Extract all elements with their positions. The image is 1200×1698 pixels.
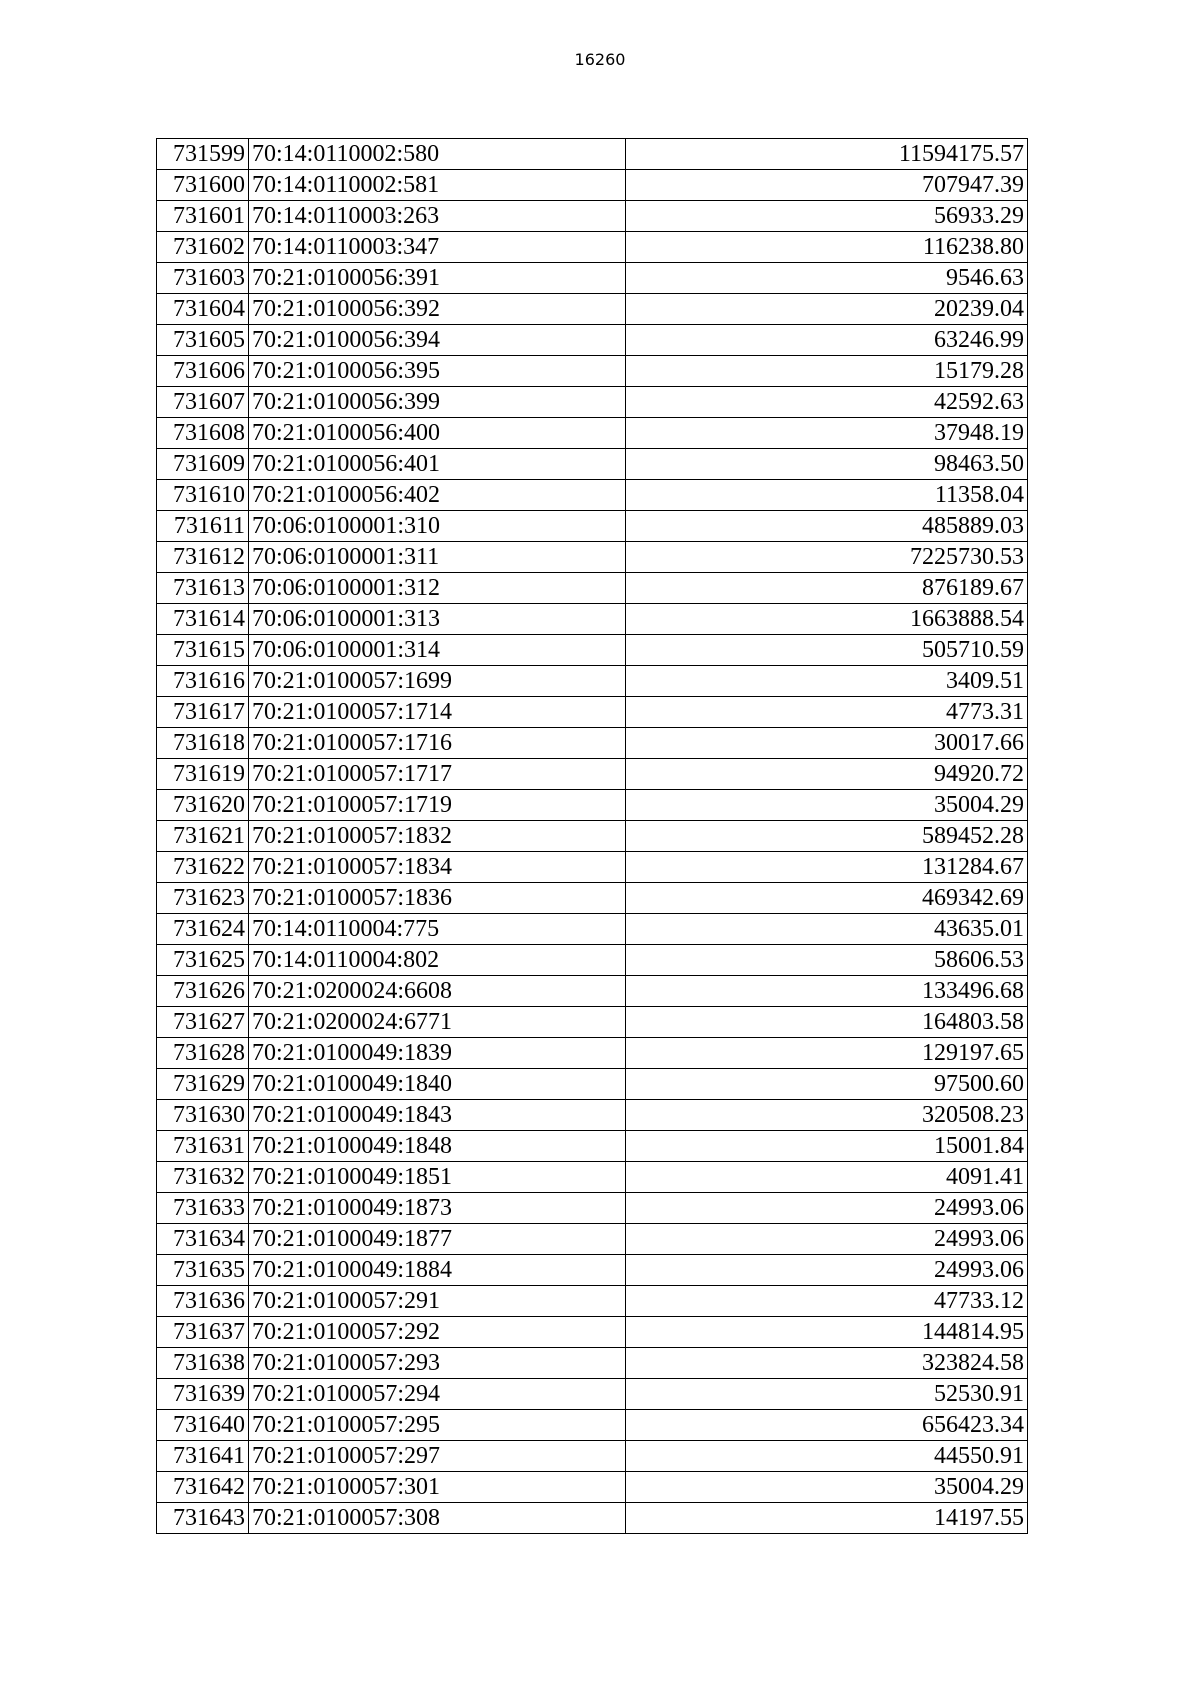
row-number-cell: 731611: [157, 511, 249, 542]
cadastral-value-cell: 20239.04: [626, 294, 1028, 325]
row-number-cell: 731630: [157, 1100, 249, 1131]
cadastral-number-cell: 70:21:0200024:6771: [249, 1007, 626, 1038]
table-row: [157, 1410, 1028, 1441]
cadastral-value-cell: 4773.31: [626, 697, 1028, 728]
table-row: [157, 511, 1028, 542]
row-number-cell: 731631: [157, 1131, 249, 1162]
table-row: [157, 914, 1028, 945]
row-number-cell: 731622: [157, 852, 249, 883]
row-number-cell: 731636: [157, 1286, 249, 1317]
cadastral-value-cell: 24993.06: [626, 1224, 1028, 1255]
table-row: [157, 418, 1028, 449]
cadastral-number-cell: 70:21:0100049:1873: [249, 1193, 626, 1224]
row-number-cell: 731600: [157, 170, 249, 201]
table-body: [157, 139, 1028, 1534]
table-row: [157, 573, 1028, 604]
cadastral-value-cell: 97500.60: [626, 1069, 1028, 1100]
cadastral-value-cell: 44550.91: [626, 1441, 1028, 1472]
row-number-cell: 731621: [157, 821, 249, 852]
table-row: [157, 728, 1028, 759]
cadastral-number-cell: 70:21:0100049:1877: [249, 1224, 626, 1255]
cadastral-value-cell: 3409.51: [626, 666, 1028, 697]
cadastral-value-cell: 707947.39: [626, 170, 1028, 201]
cadastral-number-cell: 70:21:0100049:1843: [249, 1100, 626, 1131]
cadastral-number-cell: 70:06:0100001:311: [249, 542, 626, 573]
cadastral-number-cell: 70:21:0100057:1717: [249, 759, 626, 790]
cadastral-number-cell: 70:21:0100056:399: [249, 387, 626, 418]
table-row: [157, 232, 1028, 263]
row-number-cell: 731615: [157, 635, 249, 666]
table-row: [157, 1441, 1028, 1472]
row-number-cell: 731618: [157, 728, 249, 759]
cadastral-number-cell: 70:14:0110004:802: [249, 945, 626, 976]
cadastral-number-cell: 70:21:0100049:1884: [249, 1255, 626, 1286]
table-row: [157, 263, 1028, 294]
cadastral-number-cell: 70:21:0100056:391: [249, 263, 626, 294]
cadastral-number-cell: 70:21:0100057:1836: [249, 883, 626, 914]
cadastral-number-cell: 70:21:0100049:1840: [249, 1069, 626, 1100]
cadastral-number-cell: 70:21:0100057:292: [249, 1317, 626, 1348]
row-number-cell: 731619: [157, 759, 249, 790]
cadastral-value-cell: 505710.59: [626, 635, 1028, 666]
table-row: [157, 1162, 1028, 1193]
row-number-cell: 731642: [157, 1472, 249, 1503]
table-row: [157, 387, 1028, 418]
cadastral-number-cell: 70:21:0100057:1719: [249, 790, 626, 821]
table-row: [157, 1379, 1028, 1410]
row-number-cell: 731626: [157, 976, 249, 1007]
table-row: [157, 325, 1028, 356]
table-row: [157, 1472, 1028, 1503]
table-row: [157, 852, 1028, 883]
row-number-cell: 731612: [157, 542, 249, 573]
cadastral-number-cell: 70:06:0100001:312: [249, 573, 626, 604]
cadastral-value-cell: 47733.12: [626, 1286, 1028, 1317]
row-number-cell: 731623: [157, 883, 249, 914]
cadastral-value-cell: 24993.06: [626, 1193, 1028, 1224]
cadastral-number-cell: 70:06:0100001:313: [249, 604, 626, 635]
row-number-cell: 731638: [157, 1348, 249, 1379]
cadastral-value-cell: 116238.80: [626, 232, 1028, 263]
row-number-cell: 731637: [157, 1317, 249, 1348]
row-number-cell: 731603: [157, 263, 249, 294]
cadastral-number-cell: 70:06:0100001:310: [249, 511, 626, 542]
cadastral-value-cell: 589452.28: [626, 821, 1028, 852]
table-row: [157, 356, 1028, 387]
cadastral-value-cell: 94920.72: [626, 759, 1028, 790]
table-row: [157, 883, 1028, 914]
cadastral-number-cell: 70:21:0100057:1699: [249, 666, 626, 697]
row-number-cell: 731604: [157, 294, 249, 325]
row-number-cell: 731609: [157, 449, 249, 480]
row-number-cell: 731617: [157, 697, 249, 728]
table-row: [157, 1317, 1028, 1348]
row-number-cell: 731634: [157, 1224, 249, 1255]
row-number-cell: 731641: [157, 1441, 249, 1472]
row-number-cell: 731629: [157, 1069, 249, 1100]
cadastral-number-cell: 70:21:0100049:1851: [249, 1162, 626, 1193]
cadastral-value-cell: 11594175.57: [626, 139, 1028, 170]
table-row: [157, 1348, 1028, 1379]
cadastral-number-cell: 70:21:0100057:1714: [249, 697, 626, 728]
cadastral-value-cell: 144814.95: [626, 1317, 1028, 1348]
row-number-cell: 731628: [157, 1038, 249, 1069]
row-number-cell: 731610: [157, 480, 249, 511]
row-number-cell: 731635: [157, 1255, 249, 1286]
cadastral-number-cell: 70:21:0100056:392: [249, 294, 626, 325]
cadastral-value-cell: 24993.06: [626, 1255, 1028, 1286]
table-row: [157, 697, 1028, 728]
table-row: [157, 604, 1028, 635]
table-row: [157, 1193, 1028, 1224]
cadastral-number-cell: 70:21:0100057:301: [249, 1472, 626, 1503]
row-number-cell: 731606: [157, 356, 249, 387]
row-number-cell: 731613: [157, 573, 249, 604]
cadastral-number-cell: 70:14:0110002:581: [249, 170, 626, 201]
row-number-cell: 731627: [157, 1007, 249, 1038]
cadastral-value-cell: 43635.01: [626, 914, 1028, 945]
cadastral-value-cell: 98463.50: [626, 449, 1028, 480]
table-row: [157, 1038, 1028, 1069]
table-row: [157, 1224, 1028, 1255]
cadastral-value-cell: 469342.69: [626, 883, 1028, 914]
row-number-cell: 731632: [157, 1162, 249, 1193]
cadastral-value-cell: 7225730.53: [626, 542, 1028, 573]
table-row: [157, 201, 1028, 232]
table-row: [157, 1286, 1028, 1317]
cadastral-number-cell: 70:14:0110003:263: [249, 201, 626, 232]
row-number-cell: 731620: [157, 790, 249, 821]
table-row: [157, 790, 1028, 821]
table-row: [157, 821, 1028, 852]
cadastral-value-cell: 131284.67: [626, 852, 1028, 883]
row-number-cell: 731640: [157, 1410, 249, 1441]
cadastral-value-cell: 37948.19: [626, 418, 1028, 449]
cadastral-value-cell: 14197.55: [626, 1503, 1028, 1534]
cadastral-value-cell: 876189.67: [626, 573, 1028, 604]
table-row: [157, 945, 1028, 976]
cadastral-number-cell: 70:14:0110003:347: [249, 232, 626, 263]
table-row: [157, 480, 1028, 511]
cadastral-number-cell: 70:21:0100049:1848: [249, 1131, 626, 1162]
cadastral-number-cell: 70:14:0110004:775: [249, 914, 626, 945]
table-row: [157, 1100, 1028, 1131]
cadastral-value-cell: 52530.91: [626, 1379, 1028, 1410]
cadastral-value-cell: 133496.68: [626, 976, 1028, 1007]
cadastral-value-cell: 129197.65: [626, 1038, 1028, 1069]
cadastral-value-table: [156, 138, 1028, 1534]
cadastral-number-cell: 70:21:0100049:1839: [249, 1038, 626, 1069]
table-row: [157, 170, 1028, 201]
table-row: [157, 635, 1028, 666]
table-row: [157, 294, 1028, 325]
cadastral-value-cell: 164803.58: [626, 1007, 1028, 1038]
row-number-cell: 731639: [157, 1379, 249, 1410]
cadastral-value-cell: 63246.99: [626, 325, 1028, 356]
row-number-cell: 731608: [157, 418, 249, 449]
cadastral-number-cell: 70:21:0100056:395: [249, 356, 626, 387]
cadastral-number-cell: 70:21:0100057:1832: [249, 821, 626, 852]
cadastral-number-cell: 70:21:0100056:402: [249, 480, 626, 511]
cadastral-number-cell: 70:14:0110002:580: [249, 139, 626, 170]
row-number-cell: 731616: [157, 666, 249, 697]
cadastral-number-cell: 70:21:0100057:1834: [249, 852, 626, 883]
table-row: [157, 1007, 1028, 1038]
row-number-cell: 731614: [157, 604, 249, 635]
cadastral-value-cell: 9546.63: [626, 263, 1028, 294]
table-row: [157, 139, 1028, 170]
cadastral-value-cell: 323824.58: [626, 1348, 1028, 1379]
cadastral-value-cell: 485889.03: [626, 511, 1028, 542]
table-row: [157, 759, 1028, 790]
row-number-cell: 731624: [157, 914, 249, 945]
row-number-cell: 731643: [157, 1503, 249, 1534]
cadastral-number-cell: 70:21:0100057:308: [249, 1503, 626, 1534]
row-number-cell: 731633: [157, 1193, 249, 1224]
row-number-cell: 731625: [157, 945, 249, 976]
row-number-cell: 731601: [157, 201, 249, 232]
cadastral-value-cell: 56933.29: [626, 201, 1028, 232]
row-number-cell: 731602: [157, 232, 249, 263]
table-row: [157, 976, 1028, 1007]
cadastral-value-cell: 320508.23: [626, 1100, 1028, 1131]
cadastral-value-cell: 35004.29: [626, 790, 1028, 821]
cadastral-number-cell: 70:21:0100057:295: [249, 1410, 626, 1441]
row-number-cell: 731599: [157, 139, 249, 170]
table-row: [157, 1131, 1028, 1162]
table-row: [157, 1255, 1028, 1286]
cadastral-number-cell: 70:21:0100057:1716: [249, 728, 626, 759]
row-number-cell: 731607: [157, 387, 249, 418]
cadastral-value-cell: 15001.84: [626, 1131, 1028, 1162]
cadastral-value-cell: 15179.28: [626, 356, 1028, 387]
row-number-cell: 731605: [157, 325, 249, 356]
cadastral-number-cell: 70:21:0200024:6608: [249, 976, 626, 1007]
cadastral-value-cell: 4091.41: [626, 1162, 1028, 1193]
cadastral-value-cell: 11358.04: [626, 480, 1028, 511]
cadastral-number-cell: 70:21:0100057:293: [249, 1348, 626, 1379]
cadastral-number-cell: 70:21:0100056:400: [249, 418, 626, 449]
table-row: [157, 1069, 1028, 1100]
page-number: 16260: [574, 50, 626, 69]
cadastral-value-cell: 42592.63: [626, 387, 1028, 418]
table-row: [157, 1503, 1028, 1534]
table-row: [157, 666, 1028, 697]
cadastral-number-cell: 70:21:0100057:297: [249, 1441, 626, 1472]
cadastral-number-cell: 70:21:0100057:291: [249, 1286, 626, 1317]
cadastral-number-cell: 70:21:0100056:401: [249, 449, 626, 480]
table-row: [157, 542, 1028, 573]
cadastral-number-cell: 70:21:0100056:394: [249, 325, 626, 356]
cadastral-value-cell: 30017.66: [626, 728, 1028, 759]
cadastral-value-cell: 656423.34: [626, 1410, 1028, 1441]
cadastral-value-cell: 1663888.54: [626, 604, 1028, 635]
cadastral-number-cell: 70:06:0100001:314: [249, 635, 626, 666]
cadastral-value-cell: 58606.53: [626, 945, 1028, 976]
cadastral-value-cell: 35004.29: [626, 1472, 1028, 1503]
cadastral-number-cell: 70:21:0100057:294: [249, 1379, 626, 1410]
table-row: [157, 449, 1028, 480]
